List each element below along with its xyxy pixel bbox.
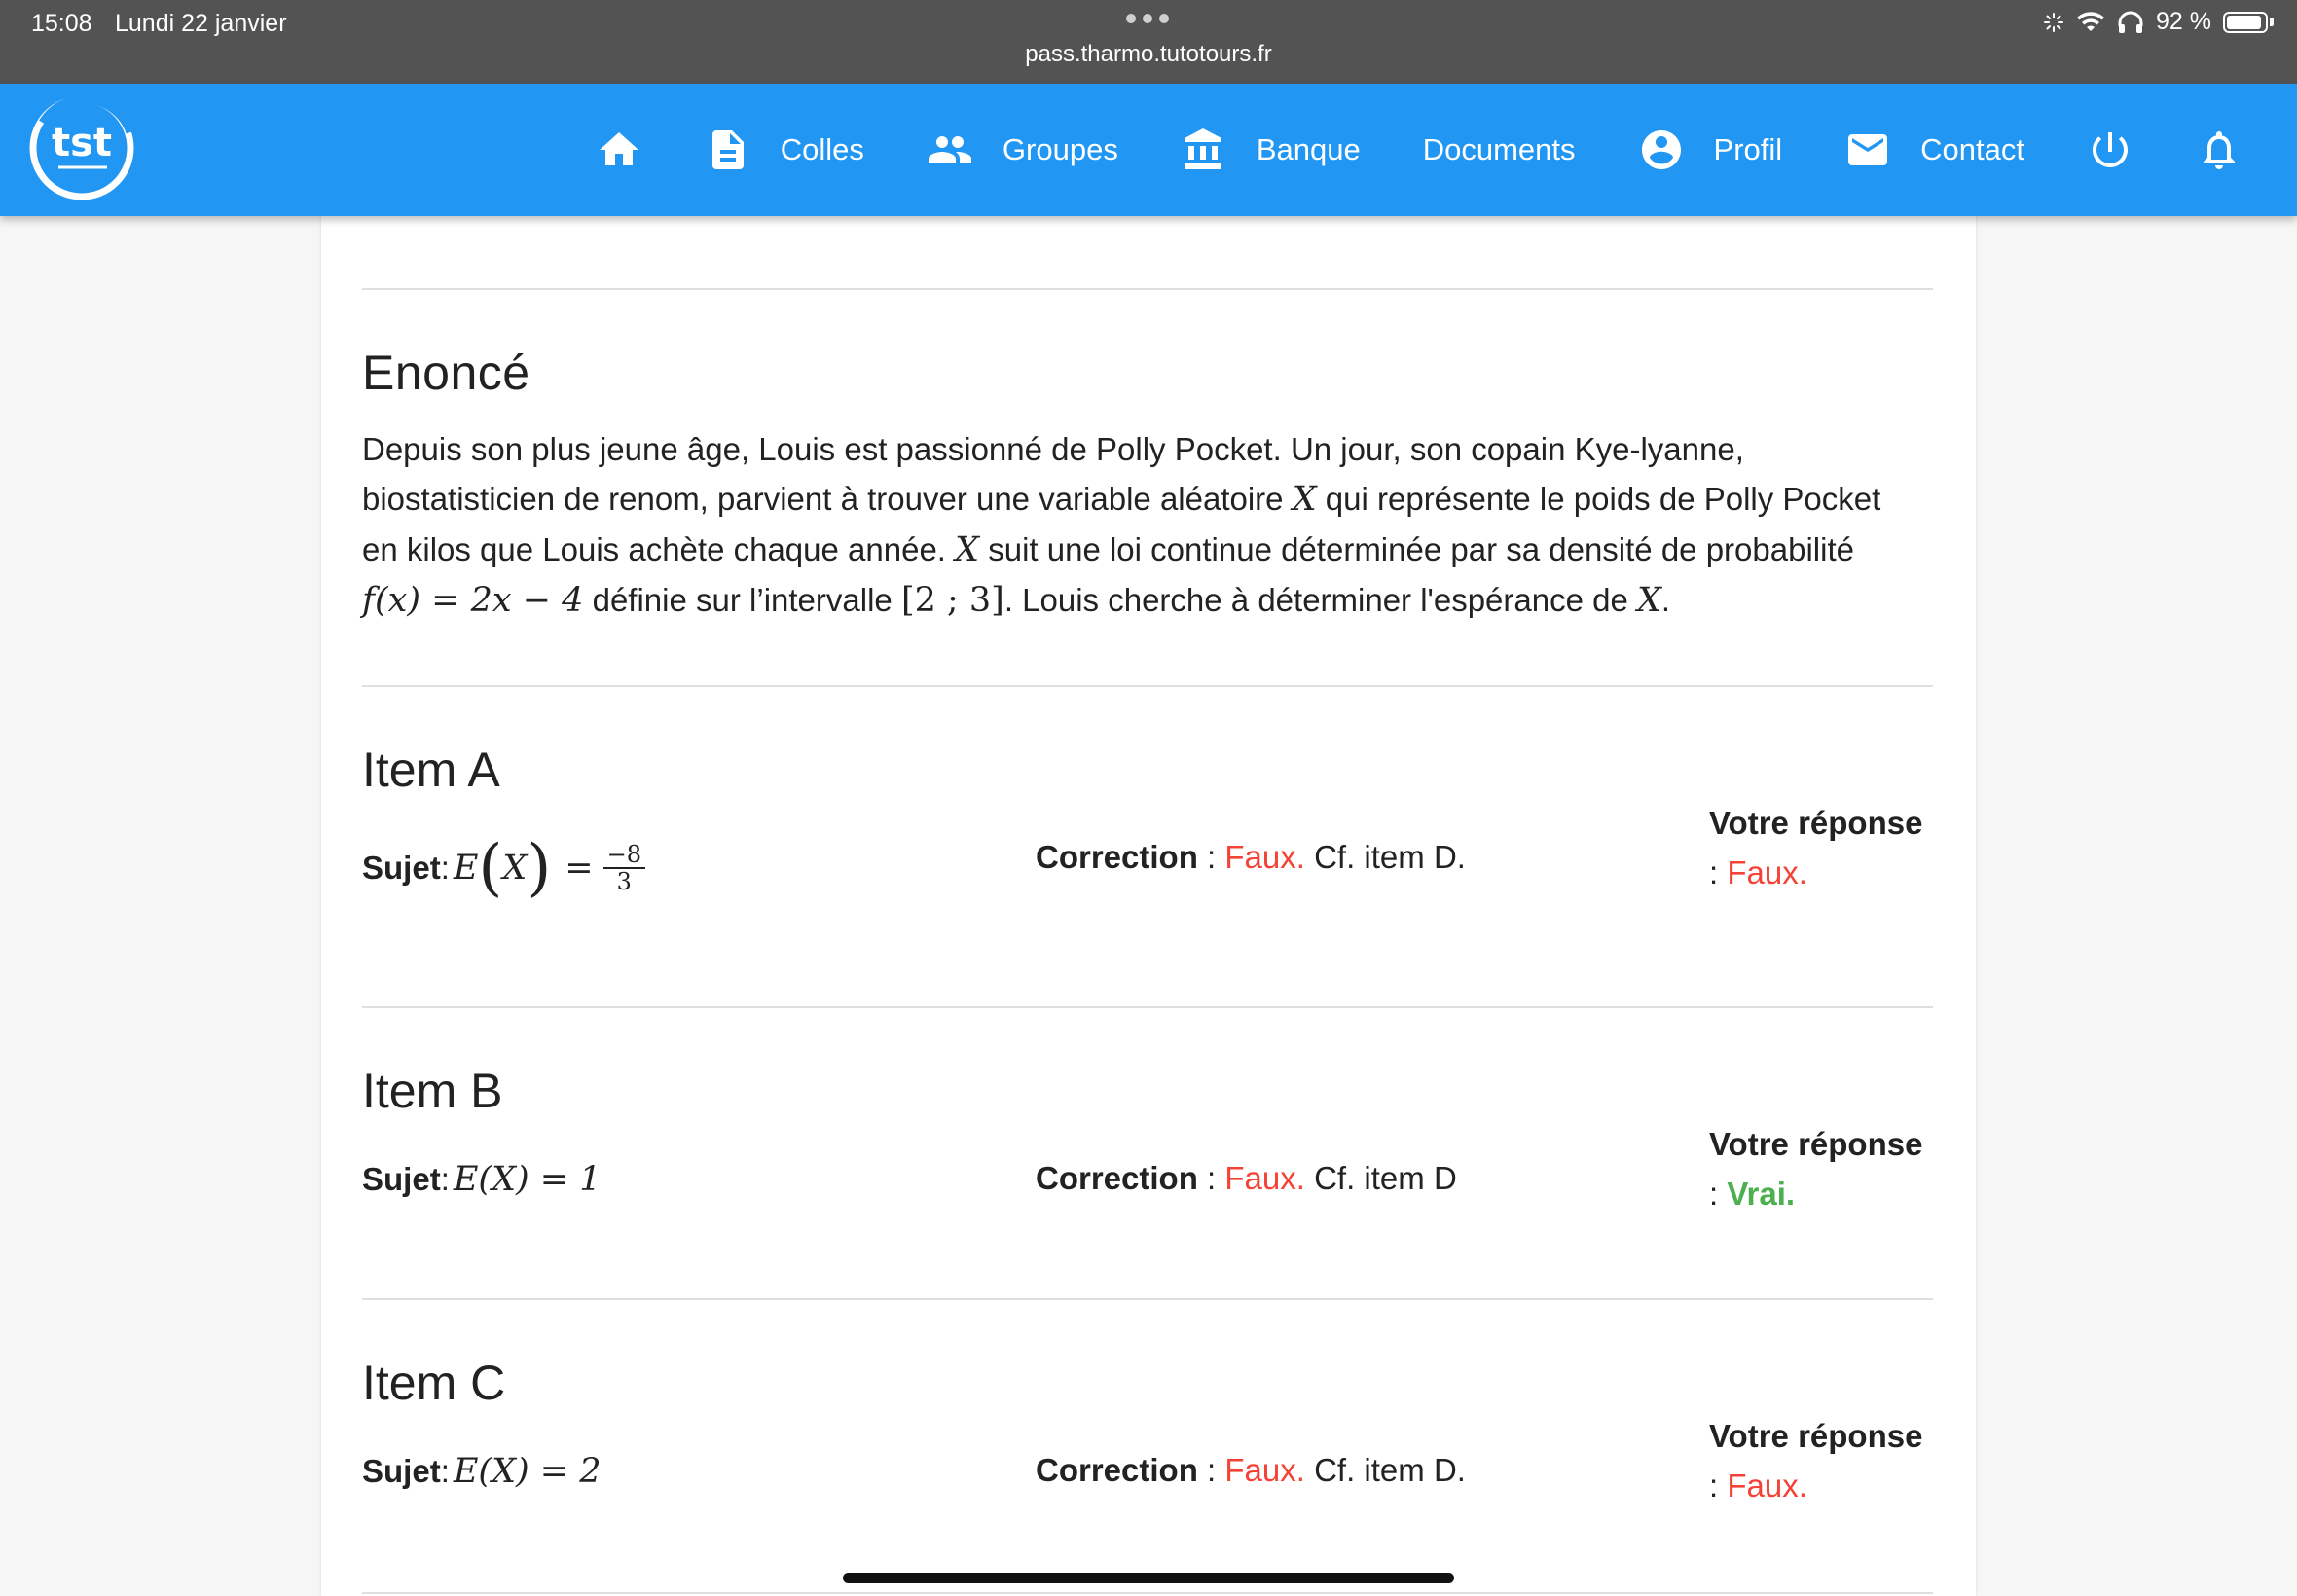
sujet-label: Sujet	[362, 1453, 441, 1489]
correction-verdict: Faux.	[1224, 839, 1305, 875]
document-icon	[705, 127, 751, 173]
wifi-icon	[2076, 12, 2105, 33]
correction-note: Cf. item D	[1304, 1160, 1457, 1196]
item-a-sujet: Sujet : E ( X ) = $\frac{-8}{3}$	[362, 839, 645, 897]
votre-reponse-label: Votre réponse	[1709, 1126, 1923, 1162]
correction-label: Correction	[1036, 839, 1198, 875]
votre-reponse-label: Votre réponse	[1709, 805, 1923, 841]
reponse-value: Faux.	[1727, 1468, 1807, 1504]
math-interval: [2 ; 3]	[900, 581, 1004, 620]
sujet-label: Sujet	[362, 1161, 441, 1197]
mail-icon	[1844, 127, 1891, 173]
battery-icon	[2223, 12, 2268, 33]
item-a-reponse: Votre réponse : Faux.	[1709, 805, 1923, 890]
bank-icon	[1181, 127, 1227, 173]
tutotours-logo[interactable]	[23, 93, 146, 202]
multitasking-dots-icon[interactable]	[1126, 14, 1169, 23]
item-c-correction: Correction : Faux. Cf. item D.	[1036, 1452, 1466, 1488]
item-b-correction: Correction : Faux. Cf. item D	[1036, 1160, 1457, 1196]
reponse-value: Faux.	[1727, 854, 1807, 890]
headphones-icon	[2117, 11, 2144, 34]
item-b-reponse: Votre réponse : Vrai.	[1709, 1126, 1923, 1212]
divider	[362, 1298, 1933, 1300]
reponse-value: Vrai.	[1727, 1176, 1796, 1212]
power-icon	[2087, 127, 2133, 173]
nav-menu	[565, 84, 2274, 216]
status-time: 15:08	[31, 10, 92, 37]
home-indicator[interactable]	[843, 1573, 1454, 1583]
status-date: Lundi 22 janvier	[115, 10, 287, 37]
enonce-line-4a: définie sur l’intervalle	[583, 582, 901, 618]
item-a-correction: Correction : Faux. Cf. item D.	[1036, 839, 1466, 875]
home-icon	[596, 127, 642, 173]
battery-level	[2227, 16, 2261, 29]
nav-banque-label: Banque	[1256, 132, 1361, 166]
colle-correction-card	[321, 216, 1976, 1596]
loading-spinner-icon	[2043, 12, 2064, 33]
divider	[362, 288, 1933, 290]
people-icon	[927, 127, 973, 173]
math-var-x: X	[1637, 581, 1661, 620]
divider	[362, 685, 1933, 687]
item-c-sujet: Sujet : E(X) = 2	[362, 1452, 602, 1491]
math-fraction: $\frac{-8}{3}$	[603, 842, 645, 894]
enonce-line-2b: qui représente le poids de Polly Pocket	[1316, 481, 1881, 517]
divider	[362, 1006, 1933, 1008]
ios-status-bar	[0, 0, 2297, 84]
math-var-x: X	[1292, 480, 1317, 519]
item-b-sujet: Sujet : E(X) = 1	[362, 1160, 602, 1199]
enonce-line-3a: en kilos que Louis achète chaque année.	[362, 531, 956, 567]
correction-note: Cf. item D.	[1304, 1452, 1466, 1488]
enonce-text: Depuis son plus jeune âge, Louis est passionné de Polly Pocket. Un jour, son copain Kye-lyanne, biostatisticien de renom, parvient à trouver une variable aléatoire X qui représente le poids de Polly Pocket en kilos que Louis achète chaque année. X suit une loi continue déterminée par sa densité de probabilité f(x) = 2x − 4 définie sur l’intervalle [2 ; 3]. Louis cherche à déterminer l'espérance de X.	[362, 431, 1881, 620]
nav-home[interactable]	[565, 84, 674, 216]
math-var-x: X	[955, 530, 980, 569]
enonce-line-3b: suit une loi continue déterminée par sa densité de probabilité	[979, 531, 1854, 567]
item-c-title: Item C	[362, 1356, 506, 1410]
nav-documents-label: Documents	[1422, 132, 1576, 166]
correction-label: Correction	[1036, 1452, 1198, 1488]
nav-logout[interactable]	[2056, 84, 2165, 216]
nav-contact[interactable]	[1813, 84, 2056, 216]
item-a-title: Item A	[362, 743, 500, 797]
address-bar-url[interactable]: pass.tharmo.tutotours.fr	[1025, 41, 1272, 67]
status-indicators	[2043, 8, 2274, 36]
nav-notifications[interactable]	[2165, 84, 2274, 216]
math-expression: E(X) = 2	[453, 1452, 602, 1491]
nav-colles-label: Colles	[780, 132, 864, 166]
nav-groupes-label: Groupes	[1002, 132, 1118, 166]
enonce-title: Enoncé	[362, 345, 530, 400]
item-b-title: Item B	[362, 1064, 503, 1118]
math-e: E	[453, 849, 479, 888]
battery-percent: 92 %	[2156, 8, 2211, 35]
math-expression: E(X) = 1	[453, 1160, 602, 1199]
bell-icon	[2196, 127, 2242, 173]
enonce-line-2a: biostatisticien de renom, parvient à trouver une variable aléatoire	[362, 481, 1293, 517]
votre-reponse-label: Votre réponse	[1709, 1418, 1923, 1454]
math-var-x: X	[502, 849, 528, 888]
item-c-reponse: Votre réponse : Faux.	[1709, 1418, 1923, 1504]
nav-contact-label: Contact	[1920, 132, 2024, 166]
enonce-line-4b: . Louis cherche à déterminer l'espérance de	[1003, 582, 1637, 618]
app-navbar	[0, 84, 2297, 216]
math-density-function: f(x) = 2x − 4	[362, 581, 584, 620]
nav-banque[interactable]	[1149, 84, 1392, 216]
sujet-label: Sujet	[362, 850, 441, 886]
enonce-line-1: Depuis son plus jeune âge, Louis est passionné de Polly Pocket. Un jour, son copain Kye-lyanne,	[362, 431, 1744, 467]
nav-profil[interactable]	[1607, 84, 1814, 216]
divider	[362, 1592, 1933, 1594]
correction-label: Correction	[1036, 1160, 1198, 1196]
correction-verdict: Faux.	[1224, 1160, 1305, 1196]
nav-colles[interactable]	[674, 84, 895, 216]
nav-profil-label: Profil	[1713, 132, 1783, 166]
account-circle-icon	[1638, 127, 1685, 173]
correction-verdict: Faux.	[1224, 1452, 1305, 1488]
correction-note: Cf. item D.	[1304, 839, 1466, 875]
logo-text: tst	[51, 121, 113, 165]
nav-documents[interactable]	[1392, 84, 1607, 216]
nav-groupes[interactable]	[895, 84, 1149, 216]
